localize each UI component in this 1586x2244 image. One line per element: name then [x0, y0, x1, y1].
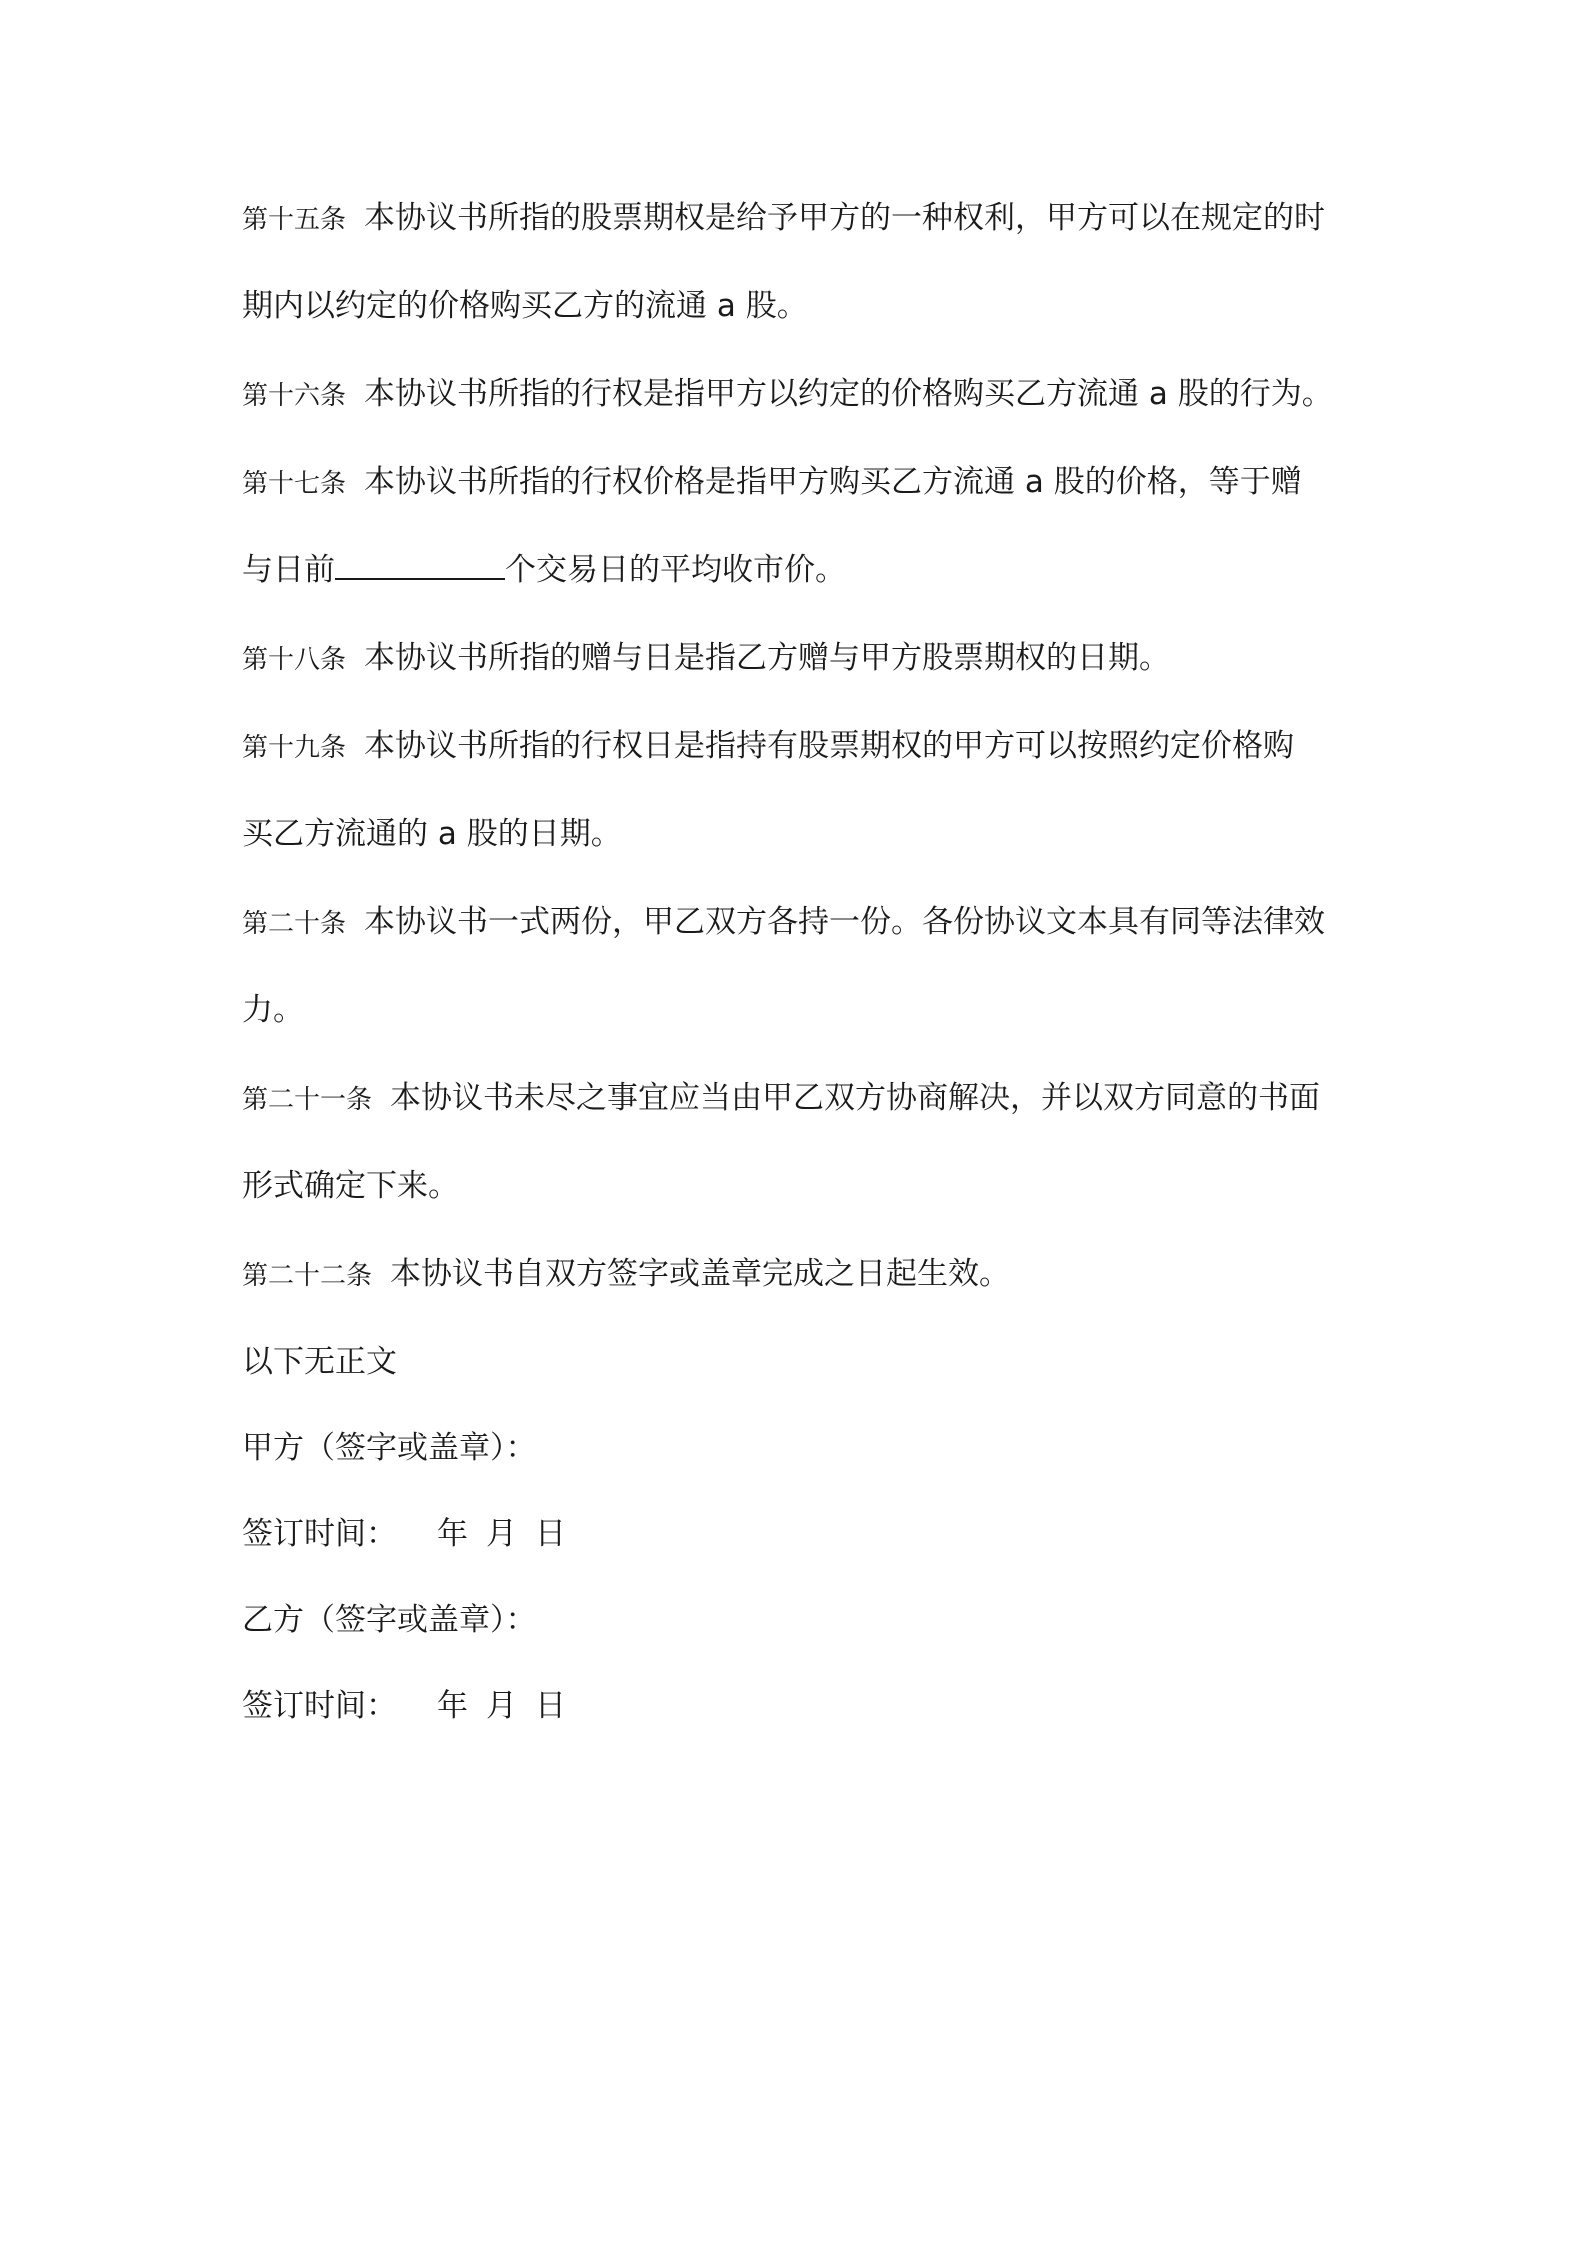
article-21-line-1	[242, 1068, 1362, 1156]
article-17-text-after-blank: 个交易日的平均收市价。	[505, 552, 846, 588]
article-16-text-1: 本协议书所指的行权是指甲方以约定的价格购买乙方流通 a 股的行为。	[364, 376, 1333, 412]
party-b-signature-line	[242, 1590, 1362, 1676]
article-15-text-2: 期内以约定的价格购买乙方的流通 a 股。	[242, 288, 808, 324]
article-15-line-1	[242, 188, 1362, 276]
fill-in-blank	[335, 550, 505, 580]
party-a-sign-time-label: 签订时间：	[242, 1516, 397, 1552]
article-18-line-1	[242, 628, 1362, 716]
party-a-year-label: 年	[437, 1516, 468, 1552]
article-20-text-2: 力。	[242, 992, 304, 1028]
party-b-sign-date-line	[242, 1676, 1362, 1762]
article-19-text-1: 本协议书所指的行权日是指持有股票期权的甲方可以按照约定价格购	[364, 728, 1295, 764]
no-further-text-line	[242, 1332, 1362, 1418]
article-16-line-1	[242, 364, 1362, 452]
article-22-text-1: 本协议书自双方签字或盖章完成之日起生效。	[390, 1256, 1011, 1292]
party-b-month-label: 月	[486, 1688, 517, 1724]
article-21-label: 第二十一条	[242, 1085, 373, 1115]
article-17-line-2	[242, 540, 1362, 628]
document-body	[242, 188, 1362, 1762]
article-18-text-1: 本协议书所指的赠与日是指乙方赠与甲方股票期权的日期。	[364, 640, 1171, 676]
party-a-sign-date-line	[242, 1504, 1362, 1590]
article-22-line-1	[242, 1244, 1362, 1332]
party-a-day-label: 日	[535, 1516, 566, 1552]
article-17-line-1	[242, 452, 1362, 540]
party-b-sign-time-label: 签订时间：	[242, 1688, 397, 1724]
article-20-line-2	[242, 980, 1362, 1068]
party-a-signature-label: 甲方（签字或盖章）：	[242, 1430, 537, 1466]
article-16-label: 第十六条	[242, 381, 347, 411]
party-b-signature-label: 乙方（签字或盖章）：	[242, 1602, 537, 1638]
article-20-label: 第二十条	[242, 909, 347, 939]
article-19-line-2	[242, 804, 1362, 892]
article-15-label: 第十五条	[242, 205, 347, 235]
article-21-text-2: 形式确定下来。	[242, 1168, 459, 1204]
party-a-month-label: 月	[486, 1516, 517, 1552]
article-19-line-1	[242, 716, 1362, 804]
party-a-signature-line	[242, 1418, 1362, 1504]
party-b-day-label: 日	[535, 1688, 566, 1724]
article-19-text-2: 买乙方流通的 a 股的日期。	[242, 816, 622, 852]
article-20-text-1: 本协议书一式两份，甲乙双方各持一份。各份协议文本具有同等法律效	[364, 904, 1326, 940]
article-17-text-before-blank: 与日前	[242, 552, 335, 588]
article-21-text-1: 本协议书未尽之事宜应当由甲乙双方协商解决，并以双方同意的书面	[390, 1080, 1321, 1116]
article-20-line-1	[242, 892, 1362, 980]
party-b-year-label: 年	[437, 1688, 468, 1724]
article-15-line-2	[242, 276, 1362, 364]
article-21-line-2	[242, 1156, 1362, 1244]
article-22-label: 第二十二条	[242, 1261, 373, 1291]
article-17-label: 第十七条	[242, 469, 347, 499]
article-15-text-1: 本协议书所指的股票期权是给予甲方的一种权利，甲方可以在规定的时	[364, 200, 1326, 236]
article-19-label: 第十九条	[242, 733, 347, 763]
no-further-text: 以下无正文	[242, 1344, 397, 1380]
article-18-label: 第十八条	[242, 645, 347, 675]
article-17-text-1: 本协议书所指的行权价格是指甲方购买乙方流通 a 股的价格，等于赠	[364, 464, 1302, 500]
